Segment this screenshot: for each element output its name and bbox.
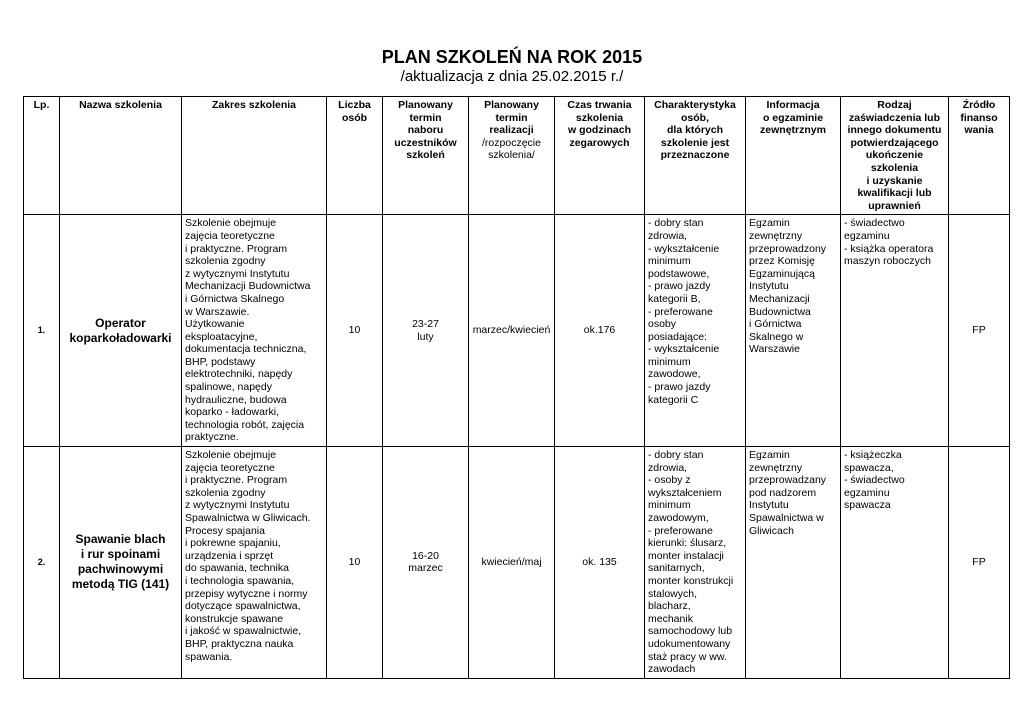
- text-line: zawodowym,: [648, 512, 709, 524]
- text-line: - wykształcenie: [648, 242, 720, 255]
- text-line: - wykształcenie: [648, 343, 720, 356]
- text-line: Egzamin: [749, 217, 790, 230]
- text-line: szkolenie jest: [660, 136, 730, 149]
- text-line: eksploatacyjne,: [185, 330, 258, 343]
- text-line: Liczba: [338, 99, 371, 111]
- text-line: Spawalnictwa w: [749, 512, 824, 524]
- text-line: i uzyskanie: [866, 174, 923, 187]
- header-informacja: [746, 97, 841, 215]
- text-line: zewnętrznym: [760, 124, 826, 137]
- cell-czas: ok. 135: [555, 447, 645, 679]
- text-line: przez Komisję: [749, 255, 815, 268]
- text-line: blacharz,: [648, 600, 691, 613]
- header-charakterystyka: [645, 97, 746, 215]
- cell-rodzaj: [841, 215, 949, 447]
- text-line: Instytutu: [749, 280, 789, 293]
- text-line: termin: [409, 111, 442, 124]
- text-line: kategorii B,: [648, 292, 701, 305]
- text-line: Czas trwania: [567, 99, 632, 111]
- text-line: spalinowe, napędy: [185, 381, 272, 394]
- text-line: BHP, praktyczna nauka: [185, 637, 294, 650]
- cell-charakterystyka: [645, 447, 746, 679]
- table-row: [24, 447, 1010, 679]
- text-line: - dobry stan: [648, 217, 704, 230]
- text-line: egzaminu: [844, 486, 890, 499]
- header-zrodlo: [949, 97, 1010, 215]
- text-line: w Warszawie.: [185, 305, 250, 318]
- header-naboru: [383, 97, 469, 215]
- text-line: zajęcia teoretyczne: [185, 229, 275, 242]
- text-line: Operator: [95, 315, 146, 330]
- text-line: marzec: [408, 562, 443, 575]
- text-line: Szkolenie obejmuje: [185, 449, 277, 462]
- text-line: osoby: [648, 318, 677, 331]
- text-line: szkolenia: [870, 161, 919, 174]
- text-line: Informacja: [766, 99, 820, 111]
- header-realizacji-bold: [472, 99, 551, 137]
- text-line: zewnętrzny: [749, 461, 803, 474]
- text-line: staż pracy w ww.: [648, 650, 727, 663]
- text-line: mechanik: [648, 612, 693, 625]
- text-line: spawacza: [844, 499, 891, 512]
- text-line: Warszawie: [749, 343, 800, 356]
- text-line: dotyczące spawalnictwa,: [185, 600, 301, 613]
- text-line: zawodach: [648, 663, 696, 676]
- cell-czas: ok.176: [555, 215, 645, 447]
- text-line: szkolenia zgodny: [185, 486, 266, 499]
- cell-zakres: [182, 215, 327, 447]
- text-line: spawacza,: [844, 461, 894, 474]
- text-line: Gliwicach: [749, 524, 794, 537]
- text-line: minimum: [648, 499, 691, 512]
- text-line: samochodowy lub: [648, 625, 733, 638]
- text-line: Szkolenie obejmuje: [185, 217, 277, 230]
- cell-zrodlo: FP: [949, 447, 1010, 679]
- text-line: hydrauliczne, budowa: [185, 393, 287, 406]
- text-line: w godzinach: [568, 124, 631, 137]
- text-line: zdrowia,: [648, 461, 688, 474]
- text-line: technologia robót, zajęcia: [185, 418, 305, 431]
- text-line: - książka operatora: [844, 242, 934, 255]
- text-line: - dobry stan: [648, 449, 704, 462]
- text-line: Charakterystyka: [654, 99, 736, 111]
- text-line: osób: [341, 111, 368, 124]
- text-line: zewnętrzny: [749, 229, 803, 242]
- cell-liczba: 10: [327, 215, 383, 447]
- text-line: termin: [495, 111, 528, 124]
- text-line: innego dokumentu: [847, 124, 942, 137]
- text-line: Spawanie blach: [75, 532, 166, 547]
- header-lp: Lp.: [24, 97, 60, 215]
- text-line: BHP, podstawy: [185, 355, 256, 368]
- text-line: koparko - ładowarki,: [185, 406, 279, 419]
- text-line: kierunki: ślusarz,: [648, 537, 727, 550]
- text-line: i praktyczne. Program: [185, 242, 288, 255]
- header-liczba: [327, 97, 383, 215]
- text-line: 23-27: [412, 318, 439, 331]
- text-line: do spawania, technika: [185, 562, 289, 575]
- text-line: dla których: [666, 124, 724, 137]
- text-line: szkolenia: [575, 111, 624, 124]
- text-line: szkolenia zgodny: [185, 255, 266, 268]
- header-czas: [555, 97, 645, 215]
- text-line: - świadectwo: [844, 474, 905, 487]
- page-subtitle: /aktualizacja z dnia 25.02.2015 r./: [400, 68, 624, 85]
- text-line: wania: [964, 124, 994, 137]
- header-realizacji: [469, 97, 555, 215]
- text-line: i praktyczne. Program: [185, 474, 288, 487]
- text-line: - preferowane: [648, 524, 713, 537]
- text-line: stalowych,: [648, 587, 698, 600]
- cell-liczba: 10: [327, 447, 383, 679]
- text-line: osób,: [681, 111, 709, 124]
- text-line: 16-20: [412, 549, 439, 562]
- text-line: sanitarnych,: [648, 562, 705, 575]
- cell-informacja: [746, 447, 841, 679]
- cell-naboru: [383, 447, 469, 679]
- text-line: realizacji: [489, 124, 534, 137]
- text-line: pachwinowymi: [77, 562, 164, 577]
- text-line: zawodowe,: [648, 368, 701, 381]
- cell-lp: 1.: [24, 215, 60, 447]
- text-line: o egzaminie: [762, 111, 824, 124]
- text-line: i Górnictwa: [749, 318, 802, 331]
- text-line: - prawo jazdy: [648, 381, 711, 394]
- text-line: /rozpoczęcie: [482, 136, 541, 149]
- cell-realizacji: kwiecień/maj: [469, 447, 555, 679]
- cell-lp: 2.: [24, 447, 60, 679]
- text-line: z wytycznymi Instytutu: [185, 267, 290, 280]
- cell-informacja: [746, 215, 841, 447]
- text-line: potwierdzającego: [850, 136, 939, 149]
- text-line: przeprowadzany: [749, 474, 827, 487]
- text-line: Procesy spajania: [185, 524, 265, 537]
- text-line: pod nadzorem: [749, 486, 817, 499]
- text-line: - świadectwo: [844, 217, 905, 230]
- header-realizacji-note: [472, 137, 551, 162]
- training-plan-table: [23, 96, 1010, 679]
- text-line: urządzenia i sprzęt: [185, 549, 274, 562]
- text-line: Planowany: [398, 99, 453, 111]
- text-line: ukończenie: [865, 149, 924, 162]
- text-line: finanso: [960, 111, 998, 124]
- text-line: kategorii C: [648, 393, 699, 406]
- header-nazwa: Nazwa szkolenia: [60, 97, 182, 215]
- text-line: przeprowadzony: [749, 242, 827, 255]
- text-line: Egzaminującą: [749, 267, 815, 280]
- text-line: podstawowe,: [648, 267, 710, 280]
- text-line: zajęcia teoretyczne: [185, 461, 275, 474]
- text-line: uczestników: [394, 136, 457, 149]
- text-line: szkolenia/: [488, 149, 535, 162]
- text-line: luty: [417, 330, 434, 343]
- cell-zakres: [182, 447, 327, 679]
- text-line: przeznaczone: [660, 149, 730, 162]
- text-line: przepisy wytyczne i normy: [185, 587, 308, 600]
- text-line: uprawnień: [868, 199, 921, 212]
- text-line: i pokrewne spajaniu,: [185, 537, 281, 550]
- text-line: egzaminu: [844, 229, 890, 242]
- text-line: monter konstrukcji: [648, 574, 734, 587]
- text-line: konstrukcje spawane: [185, 612, 284, 625]
- cell-charakterystyka: [645, 215, 746, 447]
- text-line: minimum: [648, 355, 691, 368]
- text-line: praktyczne.: [185, 431, 239, 444]
- text-line: zegarowych: [569, 136, 630, 149]
- text-line: - książeczka: [844, 449, 902, 462]
- table-row: [24, 215, 1010, 447]
- text-line: szkoleń: [406, 149, 445, 162]
- header-zakres: Zakres szkolenia: [182, 97, 327, 215]
- text-line: udokumentowany: [648, 637, 731, 650]
- text-line: elektrotechniki, napędy: [185, 368, 293, 381]
- page-title: PLAN SZKOLEŃ NA ROK 2015: [381, 47, 643, 67]
- header-row: [24, 97, 1010, 215]
- text-line: Mechanizacji Budownictwa: [185, 280, 311, 293]
- text-line: maszyn roboczych: [844, 255, 931, 268]
- text-line: z wytycznymi Instytutu: [185, 499, 290, 512]
- text-line: Budownictwa: [749, 305, 811, 318]
- text-line: monter instalacji: [648, 549, 724, 562]
- text-line: Spawalnictwa w Gliwicach.: [185, 512, 311, 524]
- text-line: zaświadczenia lub: [848, 111, 941, 124]
- text-line: Skalnego w: [749, 330, 804, 343]
- text-line: i technologia spawania,: [185, 574, 295, 587]
- text-line: Planowany: [484, 99, 539, 111]
- text-line: i jakość w spawalnictwie,: [185, 625, 302, 638]
- cell-naboru: [383, 215, 469, 447]
- text-line: Mechanizacji: [749, 292, 810, 305]
- text-line: zdrowia,: [648, 229, 688, 242]
- text-line: Egzamin: [749, 449, 790, 462]
- cell-rodzaj: [841, 447, 949, 679]
- text-line: minimum: [648, 255, 691, 268]
- text-line: metodą TIG (141): [71, 577, 170, 592]
- cell-nazwa: [60, 447, 182, 679]
- text-line: - osoby z: [648, 474, 691, 487]
- text-line: koparkoładowarki: [69, 330, 172, 345]
- header-rodzaj: [841, 97, 949, 215]
- text-line: - prawo jazdy: [648, 280, 711, 293]
- text-line: i rur spoinami: [80, 547, 161, 562]
- text-line: wykształceniem: [648, 486, 722, 499]
- text-line: naboru: [407, 124, 444, 137]
- cell-nazwa: [60, 215, 182, 447]
- cell-realizacji: marzec/kwiecień: [469, 215, 555, 447]
- text-line: Instytutu: [749, 499, 789, 512]
- text-line: dokumentacja techniczna,: [185, 343, 307, 356]
- text-line: Użytkowanie: [185, 318, 245, 331]
- text-line: posiadające:: [648, 330, 707, 343]
- text-line: spawania.: [185, 650, 233, 663]
- cell-zrodlo: FP: [949, 215, 1010, 447]
- text-line: i Górnictwa Skalnego: [185, 292, 285, 305]
- text-line: kwalifikacji lub: [857, 187, 932, 200]
- text-line: Źródło: [962, 99, 996, 111]
- text-line: Rodzaj: [877, 99, 912, 111]
- text-line: - preferowane: [648, 305, 713, 318]
